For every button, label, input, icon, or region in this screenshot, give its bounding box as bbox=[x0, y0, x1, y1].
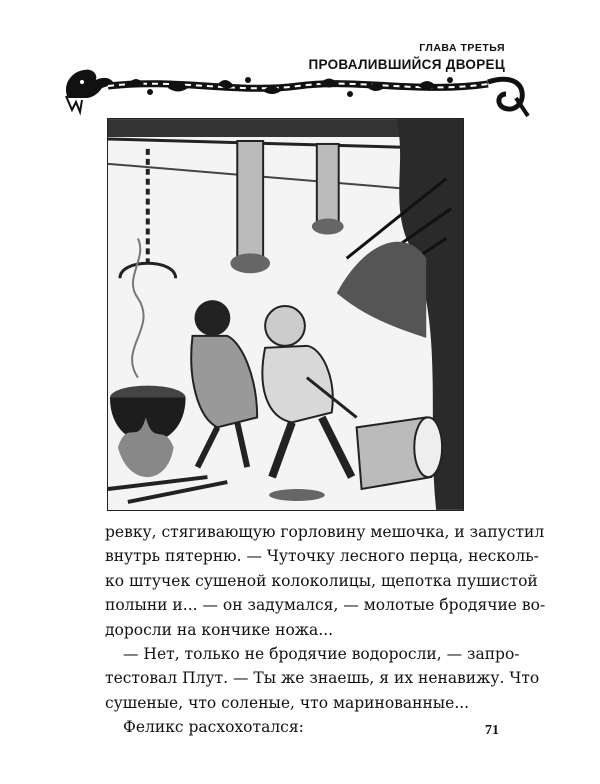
text-line: тестовал Плут. — Ты же знаешь, я их ненавижу. Что bbox=[105, 669, 540, 688]
page-number: 71 bbox=[485, 723, 499, 738]
running-header-chapter: ГЛАВА ТРЕТЬЯ bbox=[419, 42, 505, 54]
text-line: внутрь пятерню. — Чуточку лесного перца, несколь- bbox=[105, 547, 539, 566]
text-line: полыни и... — он задумался, — молотые бродячие во- bbox=[105, 596, 546, 615]
text-line: доросли на кончике ножа... bbox=[105, 620, 334, 639]
body-text bbox=[105, 520, 546, 740]
text-line: ко штучек сушеной колоколицы, щепотка пушистой bbox=[105, 571, 538, 590]
text-line: Феликс расхохотался: bbox=[123, 718, 304, 737]
header-ornament bbox=[58, 58, 536, 120]
text-line: — Нет, только не бродячие водоросли, — запро- bbox=[123, 645, 520, 664]
text-line: сушеные, что соленые, что маринованные... bbox=[105, 693, 470, 712]
text-line: ревку, стягивающую горловину мешочка, и запустил bbox=[105, 523, 545, 541]
running-header-title: ПРОВАЛИВШИЙСЯ ДВОРЕЦ bbox=[308, 57, 505, 72]
story-illustration bbox=[107, 118, 464, 511]
